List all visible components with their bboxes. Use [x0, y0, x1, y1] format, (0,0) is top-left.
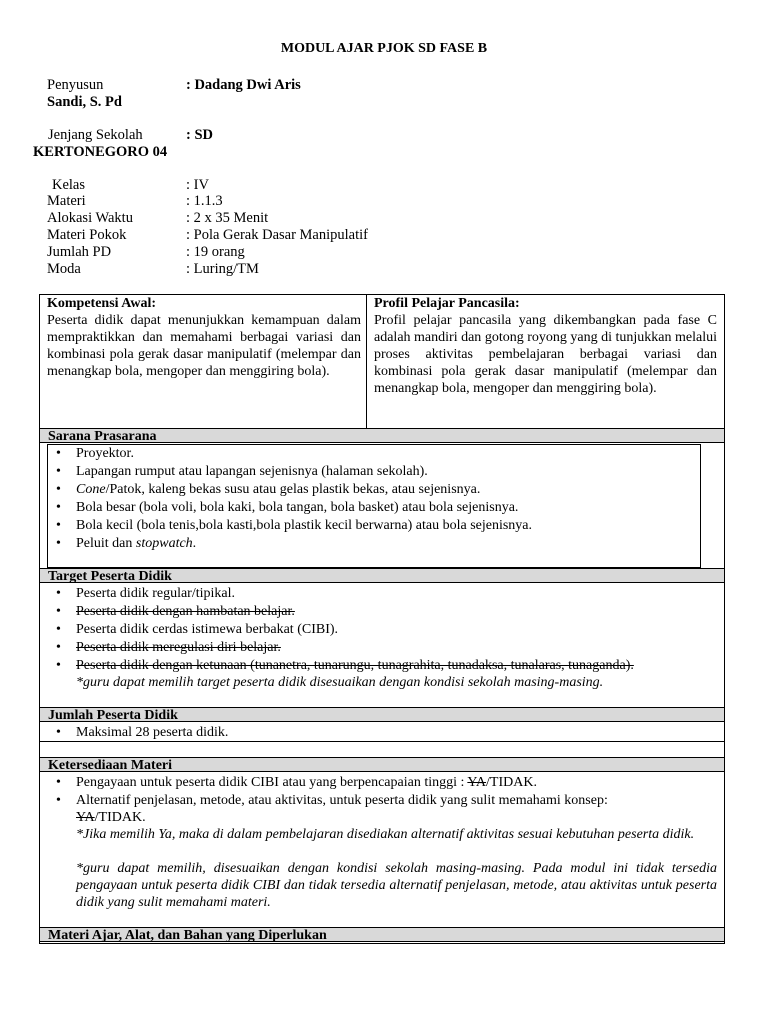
peluit-post: . — [192, 536, 197, 551]
jumlah-divider — [40, 741, 724, 742]
list-item: • Peserta didik dengan hambatan belajar. — [48, 603, 718, 621]
pengayaan-ya: YA — [467, 775, 487, 790]
pokok-value: : Pola Gerak Dasar Manipulatif — [186, 227, 369, 243]
jenjang-value: : SD — [186, 127, 213, 143]
ketersediaan-note-1: *Jika memilih Ya, maka di dalam pembelajaran disediakan alternatif aktivitas sesuai kebutuhan peserta didik. — [76, 827, 695, 842]
cone-rest: /Patok, kaleng bekas susu atau gelas plastik bekas, atau sejenisnya. — [105, 482, 481, 497]
cone-text: Cone — [76, 482, 106, 497]
list-item — [48, 792, 718, 826]
materi-label: Materi — [47, 193, 86, 209]
column-divider — [366, 294, 367, 428]
list-item — [48, 535, 698, 553]
kelas-value: : IV — [186, 177, 209, 193]
list-item: • Lapangan rumput atau lapangan sejenisnya (halaman sekolah). — [48, 463, 698, 481]
list-item: • Maksimal 28 peserta didik. — [48, 724, 718, 742]
alternatif-text: Alternatif penjelasan, metode, atau aktivitas, untuk peserta didik yang sulit memahami konsep: — [76, 793, 608, 808]
target-header: Target Peserta Didik — [40, 568, 724, 583]
moda-value: : Luring/TM — [186, 261, 259, 277]
list-item: • Bola besar (bola voli, bola kaki, bola tangan, bola basket) atau bola sejenisnya. — [48, 499, 698, 517]
ketersediaan-header: Ketersediaan Materi — [40, 757, 724, 772]
alternatif-ya: YA — [76, 810, 95, 825]
list-item — [48, 774, 718, 792]
jenjang-cont: KERTONEGORO 04 — [33, 144, 168, 160]
jumlah-list — [48, 724, 718, 742]
kelas-label: Kelas — [52, 177, 86, 193]
target-list — [48, 585, 718, 675]
profil-heading: Profil Pelajar Pancasila: — [374, 296, 520, 311]
pengayaan-text: Pengayaan untuk peserta didik CIBI atau yang berpencapaian tinggi : — [76, 775, 468, 790]
jumlah-pd-value: : 19 orang — [186, 244, 245, 260]
list-item: • Peserta didik dengan ketunaan (tunanetra, tunarungu, tunagrahita, tunadaksa, tunalaras, tunaganda). — [48, 657, 718, 675]
alokasi-label: Alokasi Waktu — [47, 210, 133, 226]
kompetensi-heading: Kompetensi Awal: — [47, 296, 157, 311]
materi-ajar-header: Materi Ajar, Alat, dan Bahan yang Diperlukan — [40, 927, 724, 942]
moda-label: Moda — [47, 261, 81, 277]
sarana-list — [48, 445, 698, 553]
sarana-header: Sarana Prasarana — [40, 428, 724, 443]
list-item: • Peserta didik meregulasi diri belajar. — [48, 639, 718, 657]
jumlah-pd-label: Jumlah PD — [47, 244, 112, 260]
kompetensi-cell — [47, 295, 361, 380]
ketersediaan-list — [48, 774, 718, 826]
profil-text: Profil pelajar pancasila yang dikembangkan pada fase C adalah mandiri dan gotong royong yang di tunjukkan melalui proses aktivitas pembelajaran berbagai variasi dan kombinasi pola gerak dasar manipulatif (melempar dan menangkap bola, mengoper dan menggiring bola). — [374, 313, 717, 396]
alternatif-tidak: /TIDAK. — [94, 810, 146, 825]
alokasi-value: : 2 x 35 Menit — [186, 210, 269, 226]
list-item: • Proyektor. — [48, 445, 698, 463]
pengayaan-tidak: /TIDAK. — [486, 775, 537, 790]
penyusun-cont: Sandi, S. Pd — [47, 94, 122, 110]
penyusun-value: : Dadang Dwi Aris — [186, 77, 301, 93]
document-title: MODUL AJAR PJOK SD FASE B — [280, 41, 488, 56]
list-item — [48, 481, 698, 499]
stopwatch-text: stopwatch — [135, 536, 193, 551]
list-item: • Peserta didik cerdas istimewa berbakat (CIBI). — [48, 621, 718, 639]
list-item: • Peserta didik regular/tipikal. — [48, 585, 718, 603]
ketersediaan-note-2: *guru dapat memilih, disesuaikan dengan kondisi sekolah masing-masing. Pada modul ini tidak tersedia pengayaan untuk peserta didik CIBI dan tidak tersedia alternatif penjelasan, metode, atau aktivitas untuk peserta didik yang sulit memahami materi. — [76, 861, 717, 910]
jumlah-header: Jumlah Peserta Didik — [40, 707, 724, 722]
target-note: *guru dapat memilih target peserta didik disesuaikan dengan kondisi sekolah masing-masing. — [76, 675, 604, 690]
profil-cell — [374, 295, 717, 397]
list-item: • Bola kecil (bola tenis,bola kasti,bola plastik kecil berwarna) atau bola sejenisnya. — [48, 517, 698, 535]
kompetensi-text: Peserta didik dapat menunjukkan kemampuan dalam mempraktikkan dan memahami berbagai variasi dan kombinasi pola gerak dasar manipulatif (melempar dan menangkap bola, mengoper dan menggiring bola). — [47, 313, 361, 379]
pokok-label: Materi Pokok — [47, 227, 127, 243]
peluit-pre: Peluit dan — [76, 536, 136, 551]
materi-value: : 1.1.3 — [186, 193, 223, 209]
jenjang-label: Jenjang Sekolah — [48, 127, 143, 143]
penyusun-label: Penyusun — [47, 77, 104, 93]
